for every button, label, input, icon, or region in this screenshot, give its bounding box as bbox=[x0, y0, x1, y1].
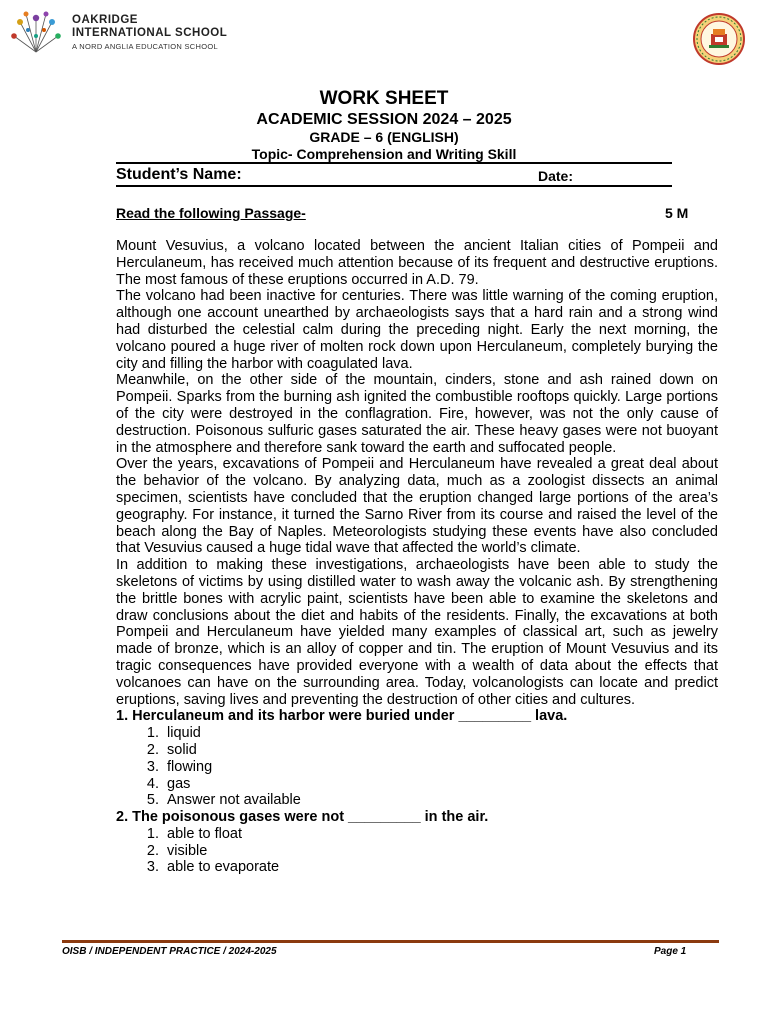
date-label: Date: bbox=[538, 168, 574, 184]
passage-heading: Read the following Passage- bbox=[116, 205, 306, 221]
option-item: 3. able to evaporate bbox=[163, 859, 718, 876]
footer-divider bbox=[62, 940, 719, 943]
page-number: Page 1 bbox=[654, 946, 687, 957]
school-tagline: A NORD ANGLIA EDUCATION SCHOOL bbox=[72, 42, 218, 51]
footer-label: OISB / INDEPENDENT PRACTICE / 2024-2025 bbox=[62, 946, 277, 957]
question-2: 2. The poisonous gases were not _________ in the air. bbox=[116, 809, 489, 826]
top-rule bbox=[116, 162, 672, 164]
flower-logo-icon bbox=[10, 8, 62, 60]
option-item: 2. solid bbox=[163, 742, 718, 759]
passage-paragraph: Over the years, excavations of Pompeii and Herculaneum have revealed a great deal about the behavior of the volcano. By analyzing data, much as a zoologist dissects an animal specimen, scientists have concluded that the eruption changed large portions of the area’s geography. For instance, it turned the Sarno River from its course and raised the level of the beach along the Bay of Naples. Meteorologists studying these events have also concluded that Vesuvius caused a huge tidal wave that affected the world’s climate. bbox=[116, 456, 718, 557]
bottom-rule bbox=[116, 185, 672, 187]
topic-title: Topic- Comprehension and Writing Skill bbox=[251, 146, 517, 162]
school-name-line2: INTERNATIONAL SCHOOL bbox=[72, 27, 228, 39]
passage-paragraph: The volcano had been inactive for centuries. There was little warning of the coming eruption, although one account unearthed by archaeologists says that a hard rain and a strong wind had disturbed the celestial calm during the preceding night. Early the next morning, the volcano poured a huge river of molten rock down upon Herculaneum, completely burying the city and filling the harbor with coagulated lava. bbox=[116, 288, 718, 372]
option-item: 1. able to float bbox=[163, 826, 718, 843]
school-logo bbox=[10, 8, 240, 60]
student-name-label: Student’s Name: bbox=[116, 166, 242, 183]
option-item: 4. gas bbox=[163, 776, 718, 793]
passage-paragraph: Mount Vesuvius, a volcano located between the ancient Italian cities of Pompeii and Herculaneum, has received much attention because of its frequent and destructive eruptions. The most famous of these eruptions occurred in A.D. 79. bbox=[116, 238, 718, 288]
passage-paragraph: In addition to making these investigations, archaeologists have been able to study the skeletons of victims by using distilled water to wash away the volcanic ash. By strengthening the brittle bones with acrylic paint, scientists have been able to examine the skeletons and draw conclusions about the diet and habits of the residents. Finally, the excavations at both Pompeii and Herculaneum have yielded many examples of classical art, such as jewelry made of bronze, which is an alloy of copper and tin. The eruption of Mount Vesuvius and its tragic consequences have provided everyone with a wealth of data about the effects that volcanoes can have on the surrounding area. Today, volcanologists can locate and predict eruptions, saving lives and preventing the destruction of other cities and cultures. bbox=[116, 557, 718, 708]
school-name-line1: OAKRIDGE bbox=[72, 14, 138, 26]
option-item: 2. visible bbox=[163, 843, 718, 860]
worksheet-title: WORK SHEET bbox=[319, 88, 449, 109]
passage-paragraph: Meanwhile, on the other side of the mountain, cinders, stone and ash rained down on Pompeii. Sparks from the burning ash ignited the combustible rooftops quickly. Large portions of the city were destroyed in the conflagration. Fire, however, was not the only cause of destruction. Poisonous sulfuric gases saturated the air. These heavy gases were not buoyant in the atmosphere and therefore sank toward the earth and suffocated people. bbox=[116, 372, 718, 456]
passage-body bbox=[116, 238, 718, 876]
marks-label: 5 M bbox=[665, 205, 689, 221]
option-item: 1. liquid bbox=[163, 725, 718, 742]
question-1: 1. Herculaneum and its harbor were buried under _________ lava. bbox=[116, 708, 568, 725]
grade-title: GRADE – 6 (ENGLISH) bbox=[309, 129, 459, 145]
option-item: 5. Answer not available bbox=[163, 792, 718, 809]
question-1-options bbox=[116, 725, 718, 809]
question-2-options bbox=[116, 826, 718, 876]
option-item: 3. flowing bbox=[163, 759, 718, 776]
board-seal-logo bbox=[692, 12, 746, 66]
session-title: ACADEMIC SESSION 2024 – 2025 bbox=[256, 111, 512, 128]
